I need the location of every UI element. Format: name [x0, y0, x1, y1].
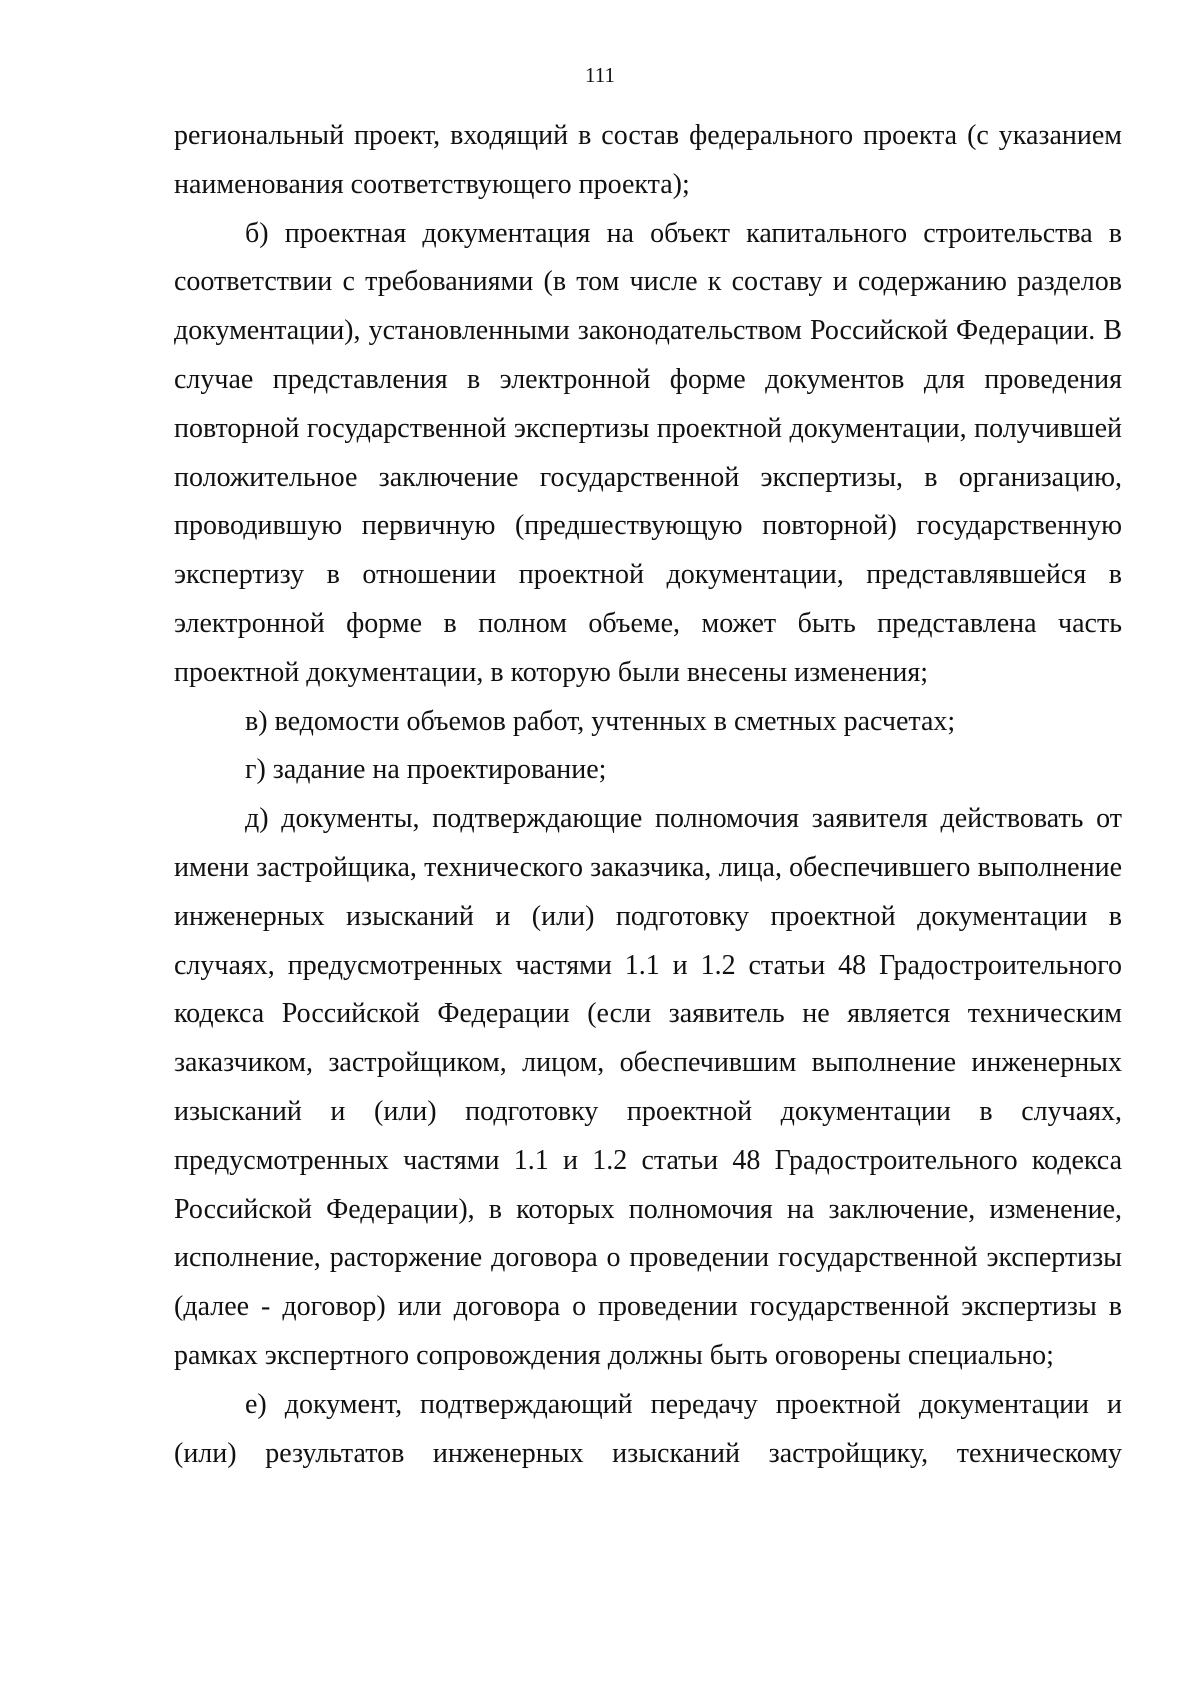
paragraph-item-d: д) документы, подтверждающие полномочия заявителя действовать от имени застройщика, технического заказчика, лица, обеспечившего выполнение инженерных изысканий и (или) подготовку проектной документации в случаях, предусмотренных частями 1.1 и 1.2 статьи 48 Градостроительного кодекса Российской Федерации (если заявитель не является техническим заказчиком, застройщиком, лицом, обеспечившим выполнение инженерных изысканий и (или) подготовку проектной документации в случаях, предусмотренных частями 1.1 и 1.2 статьи 48 Градостроительного кодекса Российской Федерации), в которых полномочия на заключение, изменение, исполнение, расторжение договора о проведении государственной экспертизы (далее - договор) или договора о проведении государственной экспертизы в рамках экспертного сопровождения должны быть оговорены специально; [174, 803, 1122, 1371]
paragraph-item-b: б) проектная документация на объект капитального строительства в соответствии с требованиями (в том числе к составу и содержанию разделов документации), установленными законодательством Российской Федерации. В случае представления в электронной форме документов для проведения повторной государственной экспертизы проектной документации, получившей положительное заключение государственной экспертизы, в организацию, проводившую первичную (предшествующую повторной) государственную экспертизу в отношении проектной документации, представлявшейся в электронной форме в полном объеме, может быть представлена часть проектной документации, в которую были внесены изменения; [174, 217, 1122, 688]
page-number: 111 [585, 63, 615, 87]
paragraph-item-e: е) документ, подтверждающий передачу проектной документации и (или) результатов инженерных изысканий застройщику, техническому [174, 1388, 1122, 1469]
paragraph-item-g: г) задание на проектирование; [245, 754, 607, 786]
paragraph-item-v: в) ведомости объемов работ, учтенных в сметных расчетах; [245, 705, 956, 737]
document-body [174, 112, 1122, 1478]
paragraph-continuation: региональный проект, входящий в состав федерального проекта (с указанием наименования соответствующего проекта); [174, 120, 1122, 200]
